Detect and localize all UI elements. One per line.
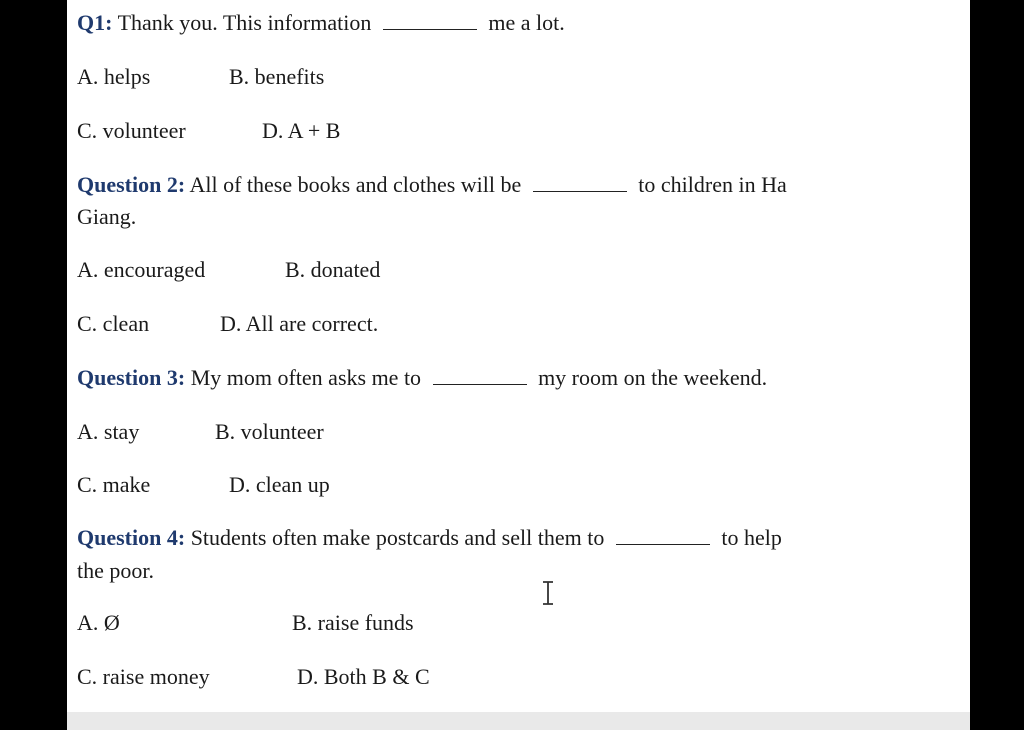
question-1-label: Q1:: [77, 10, 113, 35]
question-3-label: Question 3:: [77, 365, 186, 390]
question-2-stem: [77, 172, 787, 198]
question-1-option-a: A. helps: [77, 64, 151, 89]
question-4-text-before: Students often make postcards and sell them to: [190, 525, 605, 550]
question-4-option-a: A. Ø: [77, 610, 120, 635]
text-cursor-icon: [540, 580, 556, 606]
question-2-blank: [533, 173, 627, 192]
question-1-text-before: Thank you. This information: [117, 10, 372, 35]
question-1-option-d: D. A + B: [262, 118, 341, 143]
question-4-option-c: C. raise money: [77, 664, 210, 689]
question-4-option-d: D. Both B & C: [297, 664, 430, 689]
question-3-text-after: my room on the weekend.: [538, 365, 768, 390]
question-2-label: Question 2:: [77, 172, 186, 197]
question-3-blank: [433, 366, 527, 385]
question-4-blank: [616, 526, 710, 545]
question-2-continuation: Giang.: [77, 204, 137, 229]
question-4-label: Question 4:: [77, 525, 186, 550]
question-2-option-b: B. donated: [285, 257, 381, 282]
question-2-option-c: C. clean: [77, 311, 150, 336]
question-3-text-before: My mom often asks me to: [190, 365, 422, 390]
question-1-blank: [383, 11, 477, 30]
question-4-option-b: B. raise funds: [292, 610, 414, 635]
question-1-text-after: me a lot.: [488, 10, 565, 35]
question-4-stem: [77, 525, 782, 551]
question-2-text-after: to children in Ha: [638, 172, 787, 197]
question-3-option-d: D. clean up: [229, 472, 330, 497]
question-4-continuation: the poor.: [77, 558, 154, 583]
document-page[interactable]: [67, 0, 970, 712]
question-1-stem: [77, 10, 565, 36]
question-2-option-d: D. All are correct.: [220, 311, 379, 336]
question-4-text-after: to help: [721, 525, 782, 550]
question-1-option-c: C. volunteer: [77, 118, 186, 143]
question-3-option-c: C. make: [77, 472, 151, 497]
question-3-option-b: B. volunteer: [215, 419, 324, 444]
question-3-stem: [77, 365, 767, 391]
question-1-option-b: B. benefits: [229, 64, 325, 89]
question-3-option-a: A. stay: [77, 419, 140, 444]
page-bottom-edge: [67, 712, 970, 730]
question-2-text-before: All of these books and clothes will be: [189, 172, 522, 197]
question-2-option-a: A. encouraged: [77, 257, 206, 282]
